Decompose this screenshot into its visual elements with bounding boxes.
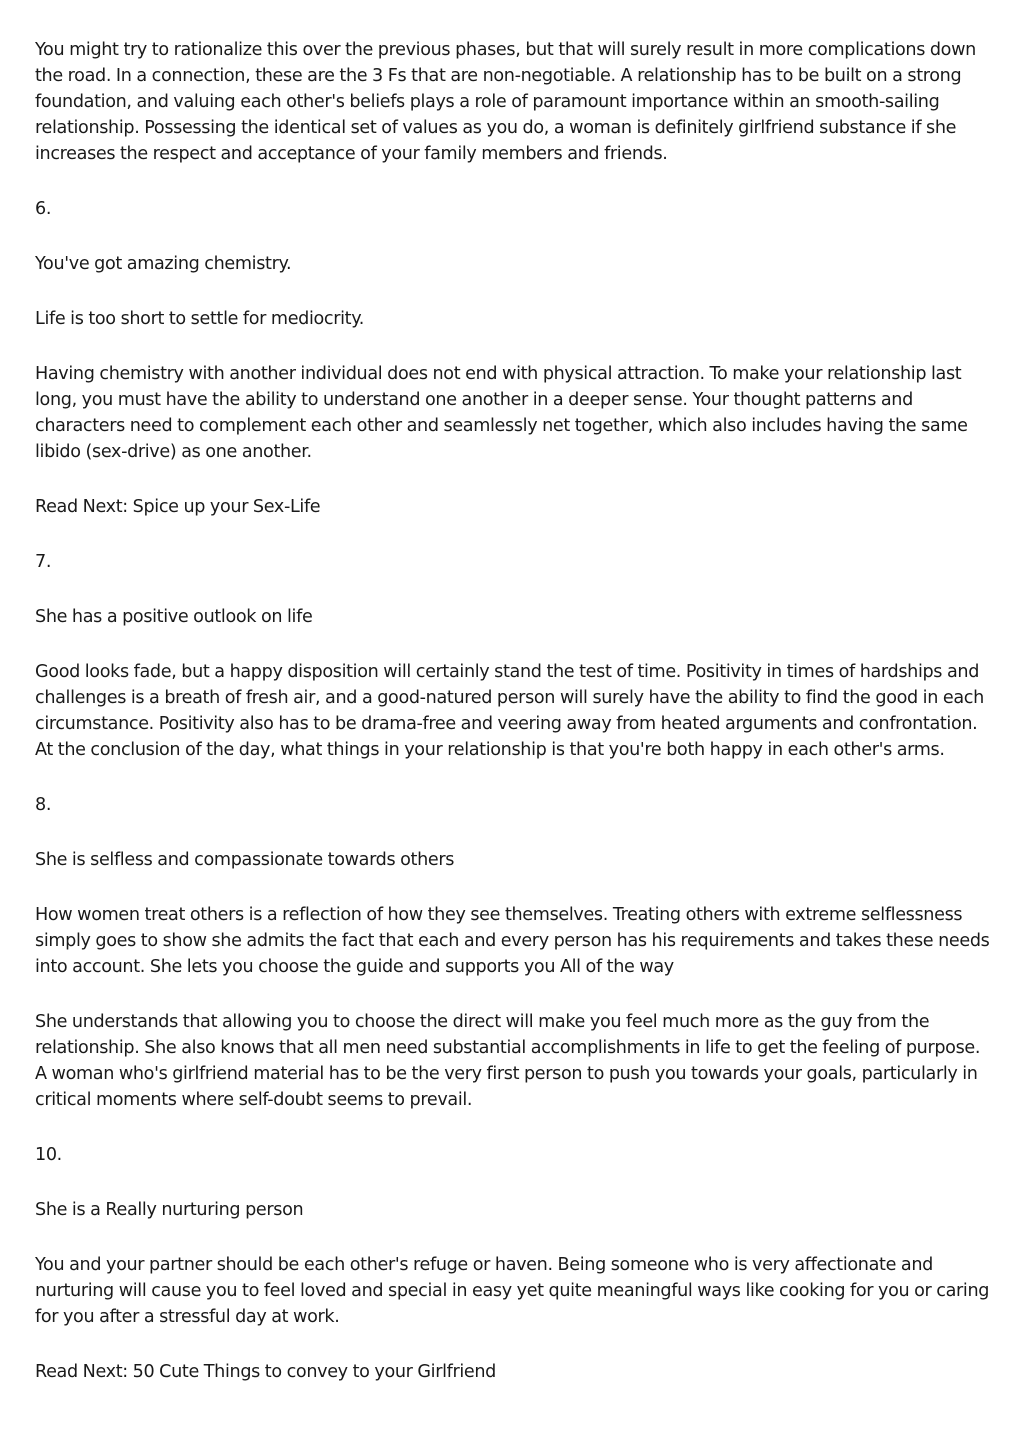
read-next-cute-things: Read Next: 50 Cute Things to convey to your Girlfriend [35, 1362, 496, 1382]
nurturing-paragraph: You and your partner should be each other's refuge or haven. Being someone who is very affectionate and nurturing will cause you to feel loved and special in easy yet quite meaningful ways like cooking for you or caring for you after a stressful day at work. [35, 1255, 990, 1327]
section-subheading-mediocrity: Life is too short to settle for mediocrity. [35, 309, 365, 329]
selfless-paragraph: How women treat others is a reflection of how they see themselves. Treating others with extreme selflessness simply goes to show she admits the fact that each and every person has his requirements and takes these needs into account. She lets you choose the guide and supports you All of the way [35, 905, 990, 977]
document-body [35, 37, 995, 1414]
direction-paragraph: She understands that allowing you to choose the direct will make you feel much more as the guy from the relationship. She also knows that all men need substantial accomplishments in life to get the feeling of purpose. A woman who's girlfriend material has to be the very first person to push you towards your goals, particularly in critical moments where self-doubt seems to prevail. [35, 1012, 981, 1110]
section-number-6: 6. [35, 199, 52, 219]
section-heading-nurturing: She is a Really nurturing person [35, 1200, 304, 1220]
section-heading-chemistry: You've got amazing chemistry. [35, 254, 292, 274]
chemistry-paragraph: Having chemistry with another individual does not end with physical attraction. To make your relationship last long, you must have the ability to understand one another in a deeper sense. Your thought patterns and characters need to complement each other and seamlessly net together, which also includes having the same libido (sex-drive) as one another. [35, 364, 968, 462]
read-next-sex-life: Read Next: Spice up your Sex-Life [35, 497, 321, 517]
section-number-8: 8. [35, 795, 52, 815]
intro-paragraph: You might try to rationalize this over the previous phases, but that will surely result in more complications down the road. In a connection, these are the 3 Fs that are non-negotiable. A relationship has to be built on a strong foundation, and valuing each other's beliefs plays a role of paramount importance within an smooth-sailing relationship. Possessing the identical set of values as you do, a woman is definitely girlfriend substance if she increases the respect and acceptance of your family members and friends. [35, 40, 976, 164]
section-heading-positive-outlook: She has a positive outlook on life [35, 607, 313, 627]
section-number-7: 7. [35, 552, 52, 572]
section-heading-selfless: She is selfless and compassionate towards others [35, 850, 455, 870]
positivity-paragraph: Good looks fade, but a happy disposition will certainly stand the test of time. Positivity in times of hardships and challenges is a breath of fresh air, and a good-natured person will surely have the ability to find the good in each circumstance. Positivity also has to be drama-free and veering away from heated arguments and confrontation. At the conclusion of the day, what things in your relationship is that you're both happy in each other's arms. [35, 662, 984, 760]
section-number-10: 10. [35, 1145, 62, 1165]
